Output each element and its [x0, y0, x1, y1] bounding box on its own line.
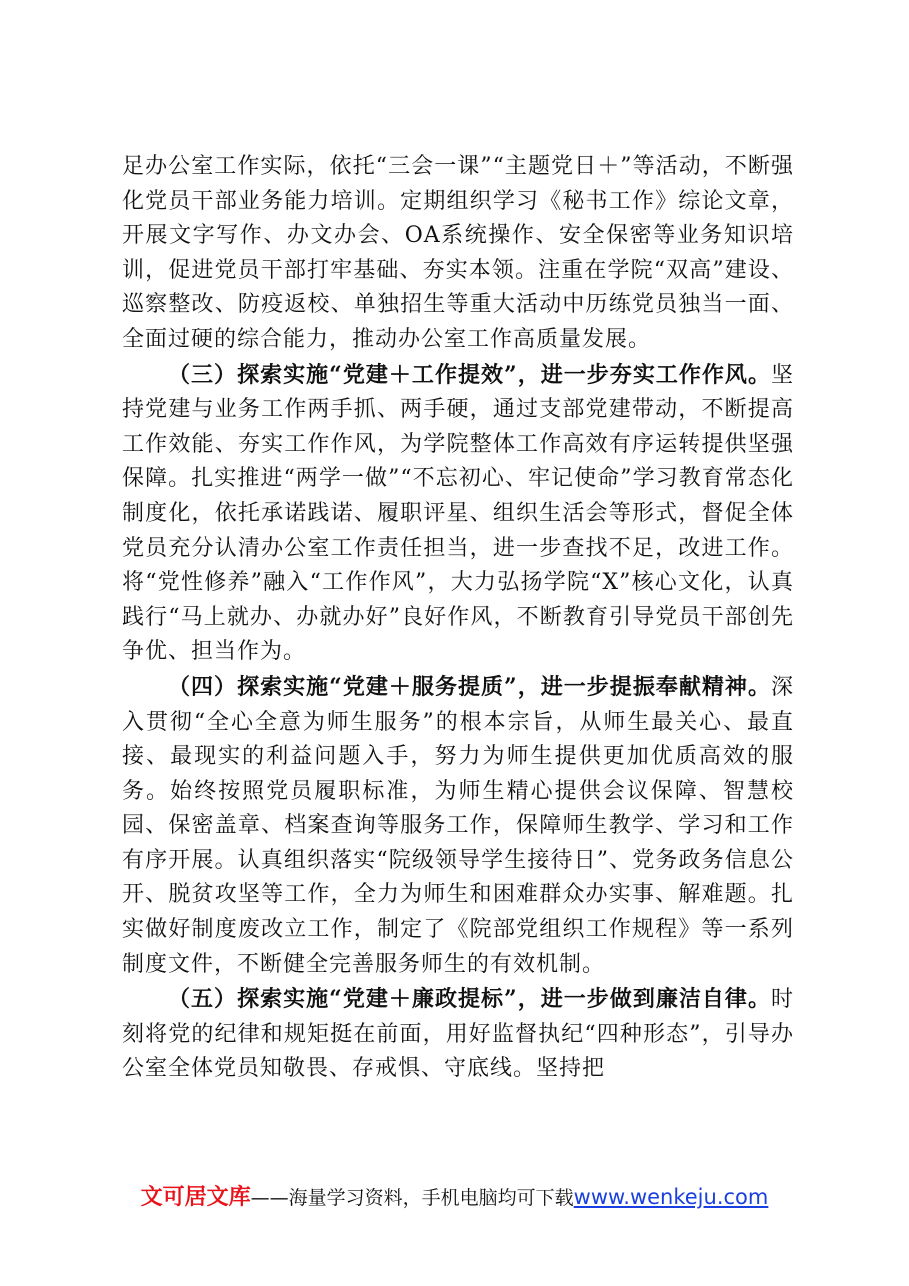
paragraph-section-4	[122, 670, 794, 982]
section-heading-3: （三）探索实施“党建＋工作提效”，进一步夯实工作作风。	[168, 361, 771, 388]
paragraph-section-3	[122, 358, 794, 670]
footer-brand: 文可居文库	[140, 1185, 251, 1210]
paragraph-section-5	[122, 982, 794, 1087]
paragraph-text: 时刻将党的纪律和规矩挺在前面，用好监督执纪“四种形态”，引导办公室全体党员知敬畏、存戒惧、守底线。坚持把	[122, 987, 794, 1082]
paragraph-continuation	[122, 150, 794, 358]
paragraph-text: 足办公室工作实际，依托“三会一课”“主题党日＋”等活动，不断强化党员干部业务能力培训。定期组织学习《秘书工作》综论文章，开展文字写作、办文办会、OA系统操作、安全保密等业务知识培训，促进党员干部打牢基础、夯实本领。注重在学院“双高”建设、巡察整改、防疫返校、单独招生等重大活动中历练党员独当一面、全面过硬的综合能力，推动办公室工作高质量发展。	[122, 154, 794, 352]
footer-tagline: ——海量学习资料，手机电脑均可下载	[250, 1187, 574, 1209]
paragraph-text: 坚持党建与业务工作两手抓、两手硬，通过支部党建带动，不断提高工作效能、夯实工作作风，为学院整体工作高效有序运转提供坚强保障。扎实推进“两学一做”“不忘初心、牢记使命”学习教育常态化制度化，依托承诺践诺、履职评星、组织生活会等形式，督促全体党员充分认清办公室工作责任担当，进一步查找不足，改进工作。将“党性修养”融入“工作作风”，大力弘扬学院“X”核心文化，认真践行“马上就办、办就办好”良好作风，不断教育引导党员干部创先争优、担当作为。	[122, 362, 794, 665]
paragraph-text: 深入贯彻“全心全意为师生服务”的根本宗旨，从师生最关心、最直接、最现实的利益问题入手，努力为师生提供更加优质高效的服务。始终按照党员履职标准，为师生精心提供会议保障、智慧校园、保密盖章、档案查询等服务工作，保障师生教学、学习和工作有序开展。认真组织落实“院级领导学生接待日”、党务政务信息公开、脱贫攻坚等工作，全力为师生和困难群众办实事、解难题。扎实做好制度废改立工作，制定了《院部党组织工作规程》等一系列制度文件，不断健全完善服务师生的有效机制。	[122, 674, 794, 977]
section-heading-5: （五）探索实施“党建＋廉政提标”，进一步做到廉洁自律。	[168, 986, 771, 1013]
footer-website-link[interactable]: www.wenkeju.com	[573, 1185, 769, 1209]
document-body	[122, 150, 794, 1087]
footer-banner	[0, 1180, 909, 1211]
section-heading-4: （四）探索实施“党建＋服务提质”，进一步提振奉献精神。	[168, 673, 771, 700]
